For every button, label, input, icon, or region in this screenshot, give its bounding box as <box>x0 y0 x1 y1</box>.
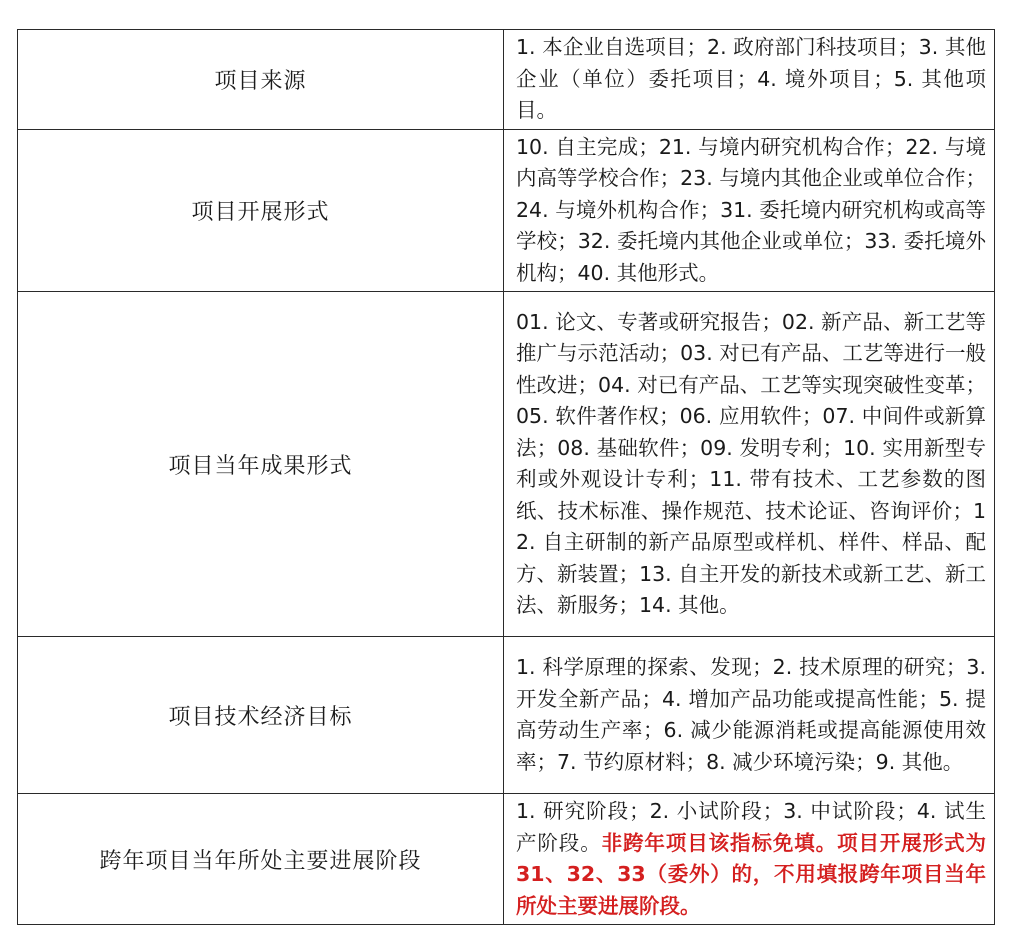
row-label-project-source: 项目来源 <box>18 30 504 130</box>
row-description-tech-econ-goal: 1. 科学原理的探索、发现；2. 技术原理的研究；3. 开发全新产品；4. 增加产品功能或提高性能；5. 提高劳动生产率；6. 减少能源消耗或提高能源使用效率；7. 节约原材料；8. 减少环境污染；9. 其他。 <box>504 637 995 794</box>
row-description-result-form: 01. 论文、专著或研究报告；02. 新产品、新工艺等推广与示范活动；03. 对已有产品、工艺等进行一般性改进；04. 对已有产品、工艺等实现突破性变革；05. 软件著作权；06. 应用软件；07. 中间件或新算法；08. 基础软件；09. 发明专利；10. 实用新型专利或外观设计专利；11. 带有技术、工艺参数的图纸、技术标准、操作规范、技术论证、咨询评价；12. 自主研制的新产品原型或样机、样件、样品、配方、新装置；13. 自主开发的新技术或新工艺、新工法、新服务；14. 其他。 <box>504 292 995 637</box>
row-label-progress-stage: 跨年项目当年所处主要进展阶段 <box>18 794 504 925</box>
row-label-project-form: 项目开展形式 <box>18 129 504 292</box>
row-description-progress-stage <box>504 794 995 925</box>
row-description-project-form: 10. 自主完成；21. 与境内研究机构合作；22. 与境内高等学校合作；23. 与境内其他企业或单位合作；24. 与境外机构合作；31. 委托境内研究机构或高等学校；32. 委托境内其他企业或单位；33. 委托境外机构；40. 其他形式。 <box>504 129 995 292</box>
table-row <box>18 129 995 292</box>
row-label-tech-econ-goal: 项目技术经济目标 <box>18 637 504 794</box>
table-row <box>18 794 995 925</box>
indicator-table <box>17 29 995 925</box>
row-label-result-form: 项目当年成果形式 <box>18 292 504 637</box>
table-row <box>18 637 995 794</box>
progress-stage-emphasis-note: 非跨年项目该指标免填。项目开展形式为 31、32、33（委外）的，不用填报跨年项目当年所处主要进展阶段。 <box>516 830 987 918</box>
table-row <box>18 292 995 637</box>
row-description-project-source: 1. 本企业自选项目；2. 政府部门科技项目；3. 其他企业（单位）委托项目；4. 境外项目；5. 其他项目。 <box>504 30 995 130</box>
progress-stage-options: 1. 研究阶段；2. 小试阶段；3. 中试阶段；4. 试生产阶段。 <box>516 799 986 855</box>
table-row <box>18 30 995 130</box>
